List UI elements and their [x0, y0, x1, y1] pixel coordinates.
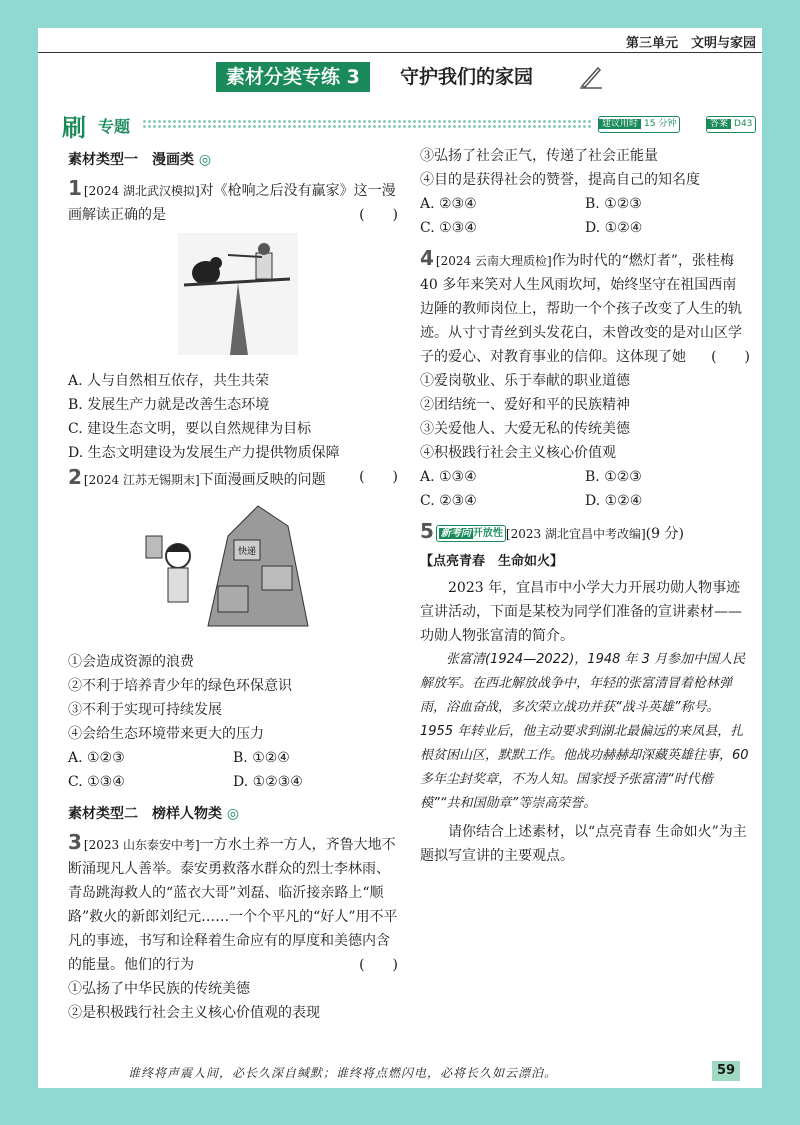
q2-option[interactable]: A. ①②③: [68, 750, 125, 766]
q2-item: ③不利于实现可持续发展: [68, 702, 222, 718]
question-1: 1 [2024 湖北武汉模拟]对《枪响之后没有赢家》这一漫画解读正确的是 ( ) A. 人与自然相互依存，共生共荣 B. 发展生产力就是改善生态环境 C. 建设生态文明，要以自然规律为目标 D. 生态文明建设为发展生产力提供物质保障: [68, 176, 398, 465]
target-icon: ◎: [198, 152, 212, 168]
prompt-paragraph: 请你结合上述素材，以“点亮青春 生命如火”为主题拟写宣讲的主要观点。: [420, 824, 747, 864]
q4-item: ④积极践行社会主义核心价值观: [420, 445, 616, 461]
q3-item: ②是积极践行社会主义核心价值观的表现: [68, 1005, 320, 1021]
q4-option[interactable]: C. ②③④: [420, 493, 477, 509]
q2-option[interactable]: C. ①③④: [68, 774, 125, 790]
q3-option[interactable]: A. ②③④: [420, 196, 477, 212]
shua-label: 刷: [62, 114, 86, 142]
comic-image-hunter: [178, 233, 298, 355]
unit-header: 第三单元 文明与家园: [625, 36, 756, 51]
material-title: 【点亮青春 生命如火】: [420, 554, 564, 569]
header-divider: [38, 52, 762, 53]
q4-option[interactable]: A. ①③④: [420, 469, 477, 485]
q3-item: ③弘扬了社会正气，传递了社会正能量: [420, 148, 658, 164]
question-5: 5 新考向 开放性 [2023 湖北宜昌中考改编](9 分) 【点亮青春 生命如火】 2023 年，宜昌市中小学大力开展功勋人物事迹宣讲活动，下面是某校为同学们准备的宣讲素材——功勋人物张富清的简介。 张富清(1924—2022)，1948 年 3 月参加中国人民解放军。在西北解放战争中，年轻的张富清冒着枪林弹雨，浴血奋战，多次荣立战功并获“战斗英雄”称号。1955 年转业后，他主动要求到湖北最偏远的来凤县，扎根贫困山区，默默工作。他战功赫赫却深藏英雄往事，60 多年尘封奖章，不为人知。国家授予张富清“时代楷模”“共和国勋章”等崇高荣誉。 请你结合上述素材，以“点亮青春 生命如火”为主题拟写宣讲的主要观点。: [420, 519, 750, 868]
dotted-divider: [142, 119, 592, 129]
comic-image-packages: [138, 496, 318, 636]
suggested-time-badge: 建议用时 15 分钟: [598, 116, 680, 133]
q1-option[interactable]: A. 人与自然相互依存，共生共荣: [68, 373, 270, 389]
q2-option[interactable]: D. ①②③④: [233, 774, 303, 790]
left-column: [68, 142, 398, 1025]
q1-option[interactable]: D. 生态文明建设为发展生产力提供物质保障: [68, 445, 340, 461]
section-heading-1: 素材类型一 漫画类 ◎: [68, 152, 212, 168]
q3-option[interactable]: C. ①③④: [420, 220, 477, 236]
title-text: 守护我们的家园: [400, 66, 534, 88]
footer-quote: 谁终将声震人间，必长久深自缄默；谁终将点燃闪电，必将长久如云漂泊。: [128, 1066, 558, 1080]
q4-option[interactable]: B. ①②③: [585, 469, 642, 485]
q3-item: ④目的是获得社会的赞誉，提高自己的知名度: [420, 172, 700, 188]
q1-option[interactable]: C. 建设生态文明，要以自然规律为目标: [68, 421, 312, 437]
q2-item: ①会造成资源的浪费: [68, 654, 194, 670]
quill-icon: [578, 64, 604, 90]
q3-item: ①弘扬了中华民族的传统美德: [68, 981, 250, 997]
material-paragraph-1: 2023 年，宜昌市中小学大力开展功勋人物事迹宣讲活动，下面是某校为同学们准备的宣讲素材——功勋人物张富清的简介。: [420, 580, 742, 644]
material-paragraph-2: 张富清(1924—2022)，1948 年 3 月参加中国人民解放军。在西北解放战争中，年轻的张富清冒着枪林弹雨，浴血奋战，多次荣立战功并获“战斗英雄”称号。1955 年转业后，他主动要求到湖北最偏远的来凤县，扎根贫困山区，默默工作。他战功赫赫却深藏英雄往事，60 多年尘封奖章，不为人知。国家授予张富清“时代楷模”“共和国勋章”等崇高荣誉。: [420, 652, 749, 811]
title-boxed: 素材分类专练 3: [216, 62, 370, 92]
q3-option[interactable]: B. ①②③: [585, 196, 642, 212]
q4-item: ②团结统一、爱好和平的民族精神: [420, 397, 630, 413]
q2-option[interactable]: B. ①②④: [233, 750, 290, 766]
q1-option[interactable]: B. 发展生产力就是改善生态环境: [68, 397, 270, 413]
new-direction-tag: 新考向 开放性: [436, 525, 506, 542]
q4-option[interactable]: D. ①②④: [585, 493, 643, 509]
answer-badge: 答案 D43: [706, 116, 756, 133]
q2-item: ②不利于培养青少年的绿色环保意识: [68, 678, 292, 694]
right-column: [420, 144, 750, 868]
target-icon: ◎: [226, 806, 240, 822]
comic-text-kuaidi: 快递: [238, 547, 257, 557]
question-2: 2 [2024 江苏无锡期末]下面漫画反映的问题 ( ) 快递 ①会造成资源的浪费 ②不利于培养青少年的绿色环保意识 ③不利于实现可持续发展 ④会给生态环境带来更大的压力 A. ①②③ B. ①②④ C. ①③④ D. ①②③④: [68, 465, 398, 794]
q4-item: ③关爱他人、大爱无私的传统美德: [420, 421, 630, 437]
question-4: 4 [2024 云南大理质检]作为时代的“燃灯者”，张桂梅 40 多年来笑对人生风雨坎坷，始终坚守在祖国西南边陲的教师岗位上，帮助一个个孩子改变了人生的轨迹。从寸寸青丝到头发花白，未曾改变的是对山区学子的爱心、对教育事业的信仰。这体现了她 ( ) ①爱岗敬业、乐于奉献的职业道德 ②团结统一、爱好和平的民族精神 ③关爱他人、大爱无私的传统美德 ④积极践行社会主义核心价值观 A. ①③④ B. ①②③ C. ②③④ D. ①②④: [420, 246, 750, 513]
q3-option[interactable]: D. ①②④: [585, 220, 643, 236]
question-3-continued: [420, 144, 750, 240]
page-number: 59: [712, 1061, 740, 1081]
zhuanti-label: 专题: [98, 117, 131, 136]
q2-item: ④会给生态环境带来更大的压力: [68, 726, 264, 742]
page: [38, 28, 762, 1088]
question-3: 3 [2023 山东泰安中考]一方水土养一方人，齐鲁大地不断涌现凡人善举。泰安勇救落水群众的烈士李林雨、青岛跳海救人的“蓝衣大哥”刘磊、临沂接亲路上“顺路”救火的新郎刘纪元……一个个平凡的“好人”用不平凡的事迹，书写和诠释着生命应有的厚度和美德内含的能量。他们的行为 ( ) ①弘扬了中华民族的传统美德 ②是积极践行社会主义核心价值观的表现: [68, 830, 398, 1025]
section-heading-2: 素材类型二 榜样人物类 ◎: [68, 806, 240, 822]
q4-item: ①爱岗敬业、乐于奉献的职业道德: [420, 373, 630, 389]
